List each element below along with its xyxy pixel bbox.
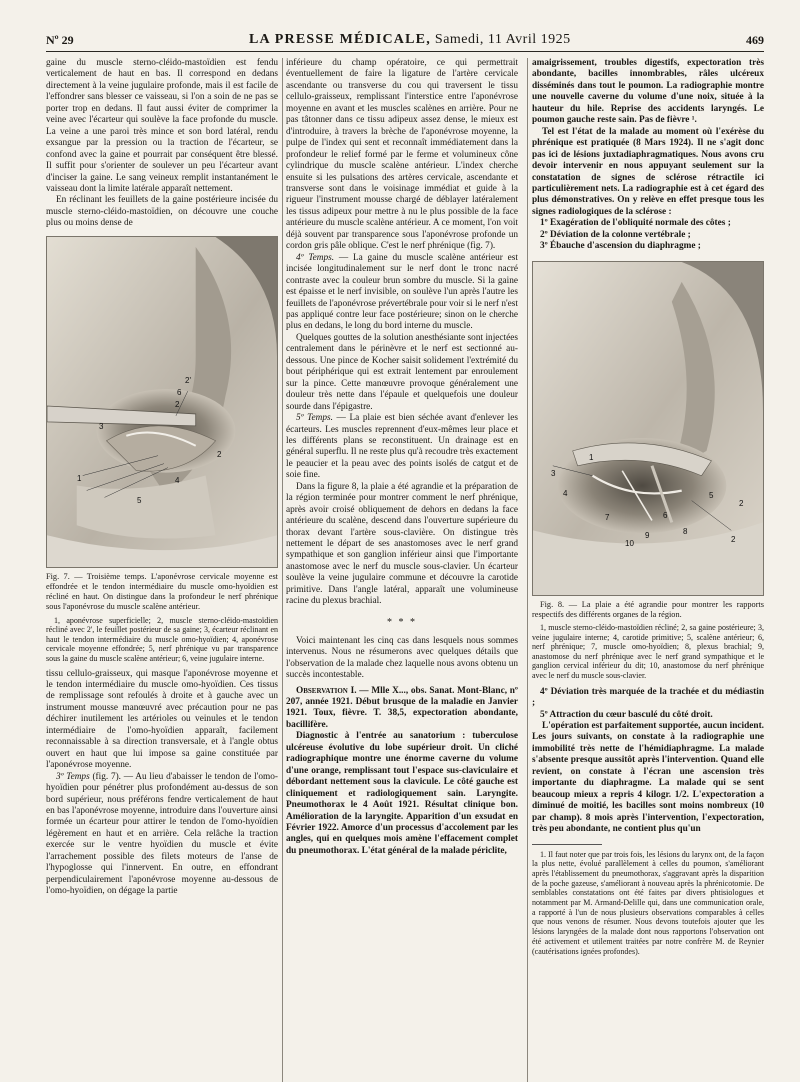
figure-label: 3 — [99, 421, 104, 431]
figure-label: 5 — [709, 490, 714, 500]
paragraph — [286, 413, 518, 482]
paragraph-text: — La plaie est bien séchée avant d'enlever les écarteurs. Les muscles reprennent d'eux-mêmes leur place et les différents plans se reconstituent. Un drainage est en général superflu. Il ne reste plus qu'à recoudre très exactement le peaucier et la peau avec des points isolés de catgut et de soie fine. — [286, 413, 518, 481]
figure-label: 6 — [177, 387, 182, 397]
list-item: 3º Ébauche d'ascension du diaphragme ; — [540, 241, 701, 252]
figure-8-caption — [532, 600, 764, 620]
footnote-rule — [532, 844, 602, 845]
list-item: 2º Déviation de la colonne vertébrale ; — [540, 229, 691, 240]
paragraph: inférieure du champ opératoire, ce qui permettrait éventuellement de faire la ligature de l'artère cervicale ascendante ou transverse du cou qui traversent le tissu cellulo-graisseux, remplissant l'interstice entre l'aponévrose moyenne en avant et les muscles scalènes en arrière. Pour ne pas tâtonner dans ce tissu adipeux assez dense, le mieux est d'introduire, à travers la brèche de l'aponévrose moyenne, la pulpe de l'index qui sent et reconnaît immédiatement dans la profondeur le relief formé par le ferme et volumineux cône cylindrique du muscle scalène antérieur. L'index cherche ensuite si les pulsations des artères cervicale, ascendante et transverse sont dans le voisinage immédiat et guide à la rigueur l'instrument mousse chargé de déblayer latéralement les tissus adipeux pour mettre à nu le plus possible de la face antérieure du muscle scalène antérieur. A ce moment, l'on voit déjà souvent par transparence sous l'aponévrose profonde un cordon gris pâle oblique. C'est le nerf phrénique (fig. 7). — [286, 58, 518, 252]
column-1 — [46, 58, 278, 898]
figure-8-legend — [532, 623, 764, 681]
figure-label: 5 — [137, 495, 142, 505]
observation-text: — Mlle X..., obs. Sanat. Mont-Blanc, nº 207, année 1921. Début brusque de la maladie en Janvier 1921. Toux, fièvre. T. 38,5, expectoration abondante, bacillifère. — [286, 685, 519, 730]
page-header — [46, 30, 764, 52]
figure-label: 2 — [217, 449, 222, 459]
paragraph — [46, 772, 278, 898]
figure-label: 2' — [185, 375, 191, 385]
paragraph: Voici maintenant les cinq cas dans lesquels nous sommes intervenus. Nous ne résumerons avec quelques détails que l'observation de la malade chez laquelle nous avons obtenu un succès incontestable. — [286, 635, 518, 681]
paragraph: amaigrissement, troubles digestifs, expectoration très abondante, bacilles innombrables, râles ulcéreux disséminés dans tout le poumon. La radiographie montre une nouvelle caverne du volume d'une noix, située à la hauteur du hile. Reprise des accidents laryngés. Le poumon gauche reste sain. Pas de fièvre ¹. — [532, 58, 764, 126]
figure-7-caption — [46, 572, 278, 613]
issue-date: Samedi, 11 Avril 1925 — [430, 32, 571, 47]
figure-label: 6 — [663, 510, 668, 520]
list-item: 5º Attraction du cœur basculé du côté droit. — [540, 709, 713, 720]
journal-name: LA PRESSE MÉDICALE, — [249, 32, 431, 47]
journal-title — [249, 32, 571, 48]
column-3 — [532, 58, 764, 956]
legend-text: 1, muscle sterno-cléido-mastoïdien récliné; 2, sa gaine postérieure; 3, veine jugulaire interne; 4, carotide primitive; 5, scalène antérieur; 6, nerf phrénique; 7, muscle omo-hyoïdien; 8, plexus brachial; 9, anastomose du nerf phrénique avec le nerf grand sympathique et le ganglion cervical inférieur du dit; 10, anastomose du nerf phrénique avec le nerf du muscle sous-clavier. — [532, 623, 764, 681]
paragraph-text: (fig. 7). — Au lieu d'abaisser le tendon de l'omo-hyoïdien pour pénétrer plus profondément au-dessus de son bord supérieur, nous préférons fendre verticalement de haut en bas l'aponévrose moyenne, introduire dans l'ouverture ainsi formée un écarteur pour attirer le tendon de l'omo-hyoïdien légèrement en haut et en arrière. Cela relâche la traction exercée sur le ventre hyoïdien du muscle et évite l'arrachement possible des filets moteurs de l'anse de l'hypoglosse qui l'innervent. En outre, en effondrant perpendiculairement l'aponévrose moyenne au-dessous de l'omo-hyoïdien, on dégage la partie — [46, 771, 278, 897]
step-label: 4º Temps. — [296, 252, 335, 263]
figure-label: 3 — [551, 468, 556, 478]
figure-label: 2 — [731, 534, 736, 544]
observation-heading — [286, 686, 518, 732]
figure-label: 2 — [739, 498, 744, 508]
paragraph: Quelques gouttes de la solution anesthésiante sont injectées centralement dans le périnèvre et le nerf est sectionné au-dessous. Une pince de Kocher saisit solidement l'extrémité du bout périphérique qui est extrait lentement par enroulement sur la pince. Cette manœuvre provoque généralement une douleur très nette dans l'épaule et quelquefois une douleur sourde dans l'épigastre. — [286, 332, 518, 412]
issue-number: Nº 29 — [46, 33, 74, 47]
observation-label: Observation I. — [296, 685, 357, 696]
figure-label: 7 — [605, 512, 610, 522]
paragraph: tissu cellulo-graisseux, qui masque l'aponévrose moyenne et le tendon intermédiaire du muscle omo-hyoïdien. Ces tissus de remplissage sont refoulés à droite et à gauche avec un instrument mousse manœuvré avec précaution pour ne pas déchirer inutilement les artérioles ou veinules et le tendon intermédiaire de l'omo-hyoïdien apparaît, facilement reconnaissable à sa direction transversale, et à l'angle obtus ouvert en haut que lui impose sa gaine constituée par l'aponévrose moyenne. — [46, 668, 278, 771]
figure-7-legend — [46, 616, 278, 664]
list-item: 4º Déviation très marquée de la trachée et du médiastin ; — [532, 686, 764, 709]
figure-label: 4 — [175, 475, 180, 485]
legend-text: 1, aponévrose superficielle; 2, muscle sterno-cléido-mastoïdien récliné avec 2', le feuillet postérieur de sa gaine; 3, écarteur réclinant en haut le tendon intermédiaire du muscle omo-hyoïdien; 4, aponévrose cervicale moyenne effondrée; 5, nerf phrénique vu par transparence sous la gaine du muscle scalène antérieur; 6, veine jugulaire interne. — [46, 615, 278, 663]
list-item: 1º Exagération de l'obliquité normale des côtes ; — [540, 218, 731, 229]
footnote-text: 1. Il faut noter que par trois fois, les lésions du larynx ont, de la façon la plus nette, évolué parallèlement à celles du poumon, s'améliorant après l'établissement du pneumothorax, s'aggravant après la disparition de la poche gazeuse, s'améliorant à nouveau après la phrénicotomie. De semblables constatations ont été faites par divers phtisiologues et notamment par M. Armand-Delille qui, dans une communication orale, a rapporté à l'un de nous plusieurs observations comparables à celles que nous venons de résumer. Nous devons toutefois ajouter que les lésions laryngées de la malade dont nous rapportons l'observation ont été activement et utilement traitées par notre confrère M. de Reynier (cautérisations ignées profondes). — [532, 849, 764, 956]
paragraph-text: — La gaine du muscle scalène antérieur est incisée longitudinalement sur le nerf dont le tronc nacré contraste avec la couleur brun sombre du muscle. Si la gaine est épaisse et le nerf invisible, on soulève l'un après l'autre les feuillets de l'aponévrose prévertébrale pour voir si le nerf n'est pas appliqué contre leur face postérieure; sinon on le cherche plus en dedans, le long du bord interne du muscle. — [286, 252, 518, 332]
figure-7-illustration — [47, 237, 277, 567]
figure-label: 8 — [683, 526, 688, 536]
paragraph — [286, 253, 518, 333]
figure-label: 4 — [563, 488, 568, 498]
columns — [46, 58, 764, 1082]
section-separator: * * * — [387, 616, 417, 628]
footnote — [532, 850, 764, 957]
column-2 — [286, 58, 518, 857]
caption-text: Fig. 8. — La plaie a été agrandie pour montrer les rapports respectifs des différents organes de la région. — [532, 599, 764, 619]
sclerosis-signs-list-continued — [532, 687, 764, 721]
step-label: 5º Temps. — [296, 413, 333, 424]
sclerosis-signs-list — [532, 218, 764, 252]
paragraph: gaine du muscle sterno-cléido-mastoïdien est fendu verticalement de haut en bas. Il correspond en dedans directement à la veine jugulaire profonde, mais il est facile de l'effondrer sans blesser ce vaisseau, si l'on a soin de ne pas se porter trop en dedans. Il faut aussi éviter de comprimer la veine avec l'écarteur qui soulève la face profonde du muscle. La veine a une paroi très mince et son bord latéral, rendu exsangue par la pression ou la traction de l'écarteur, se confond avec la gaine et pourrait par conséquent être blessé. Il suffit pour s'orienter de soulever un peu l'écarteur avant d'inciser la gaine. Le sang veineux remplit instantanément le vaisseau dont la limite latérale apparaît nettement. — [46, 58, 278, 194]
figure-7 — [46, 236, 278, 568]
column-divider — [282, 58, 283, 1082]
paragraph: L'opération est parfaitement supportée, aucun incident. Les jours suivants, on constate à la radiographie une immobilité très nette de l'hémidiaphragme. La malade s'absente presque aussitôt après l'intervention. Quand elle revient, on constate à l'écran une ascension très importante du diaphragme. La malade qui se sent beaucoup mieux a repris 4 kilogr. 1/2. L'expectoration a diminué de moitié, les bacilles sont moins nombreux (10 par champ). 8 mois après l'intervention, l'expectoration, très peu abondante, ne contient plus qu'un — [532, 721, 764, 835]
paragraph: Dans la figure 8, la plaie a été agrandie et la préparation de la région terminée pour montrer comment le nerf phrénique, après avoir croisé obliquement de dehors en dedans la face antérieure du scalène, descend dans l'ouverture supérieure du thorax devant l'artère sous-clavière. On distingue très nettement le départ de ses anastomoses avec le nerf grand sympathique et son ganglion inférieur ainsi que l'importante anastomose avec le nerf du muscle sous-clavier. Un écarteur soulève la veine jugulaire commune et découvre la carotide primitive. Dans l'angle latéral, apparaît une volumineuse racine du plexus brachial. — [286, 481, 518, 607]
figure-label: 10 — [625, 538, 634, 548]
page-number: 469 — [745, 33, 764, 47]
figure-label: 1 — [589, 452, 594, 462]
caption-text: Fig. 7. — Troisième temps. L'aponévrose cervicale moyenne est effondrée et le tendon intermédiaire du muscle omo-hyoïdien est récliné en haut. On distingue dans la profondeur le nerf phrénique sous l'aponévrose du muscle scalène antérieur. — [46, 571, 278, 612]
figure-8-illustration — [533, 262, 763, 595]
figure-label: 1 — [77, 473, 82, 483]
column-divider — [527, 58, 528, 1082]
step-label: 3º Temps — [56, 771, 90, 782]
figure-label: 9 — [645, 530, 650, 540]
paragraph: En réclinant les feuillets de la gaine postérieure incisée du muscle sterno-cléido-mastoïdien, on découvre une couche plus ou moins dense de — [46, 195, 278, 229]
figure-8 — [532, 261, 764, 596]
paragraph: Diagnostic à l'entrée au sanatorium : tuberculose ulcéreuse évolutive du lobe supérieur droit. Un cliché radiographique montre une énorme caverne du volume d'une orange, remplissant tout l'espace sus-claviculaire et débordant nettement sous la clavicule. Le côté gauche est cliniquement et radiologiquement sain. Laryngite. Pneumothorax le 4 Août 1921. Résultat clinique bon. Amélioration de la laryngite. Apparition d'un exsudat en Février 1922. Amorce d'un processus d'accolement par les angles, qui en quelques mois amène l'effacement complet du pneumothorax. L'état général de la malade périclite, — [286, 731, 518, 856]
figure-label: 2 — [175, 399, 180, 409]
paragraph: Tel est l'état de la malade au moment où l'exérèse du phrénique est pratiquée (8 Mars 1924). Il ne s'agit donc pas ici de lésions juxtadiaphragmatiques. Nous avons cru devoir intervenir en nous appuyant seulement sur la constatation de signes de sclérose rétractile ici particulièrement nets. La radiographie est à cet égard des plus démonstratives. On y relève en effet presque tous les signes radiologiques de la sclérose : — [532, 126, 764, 217]
